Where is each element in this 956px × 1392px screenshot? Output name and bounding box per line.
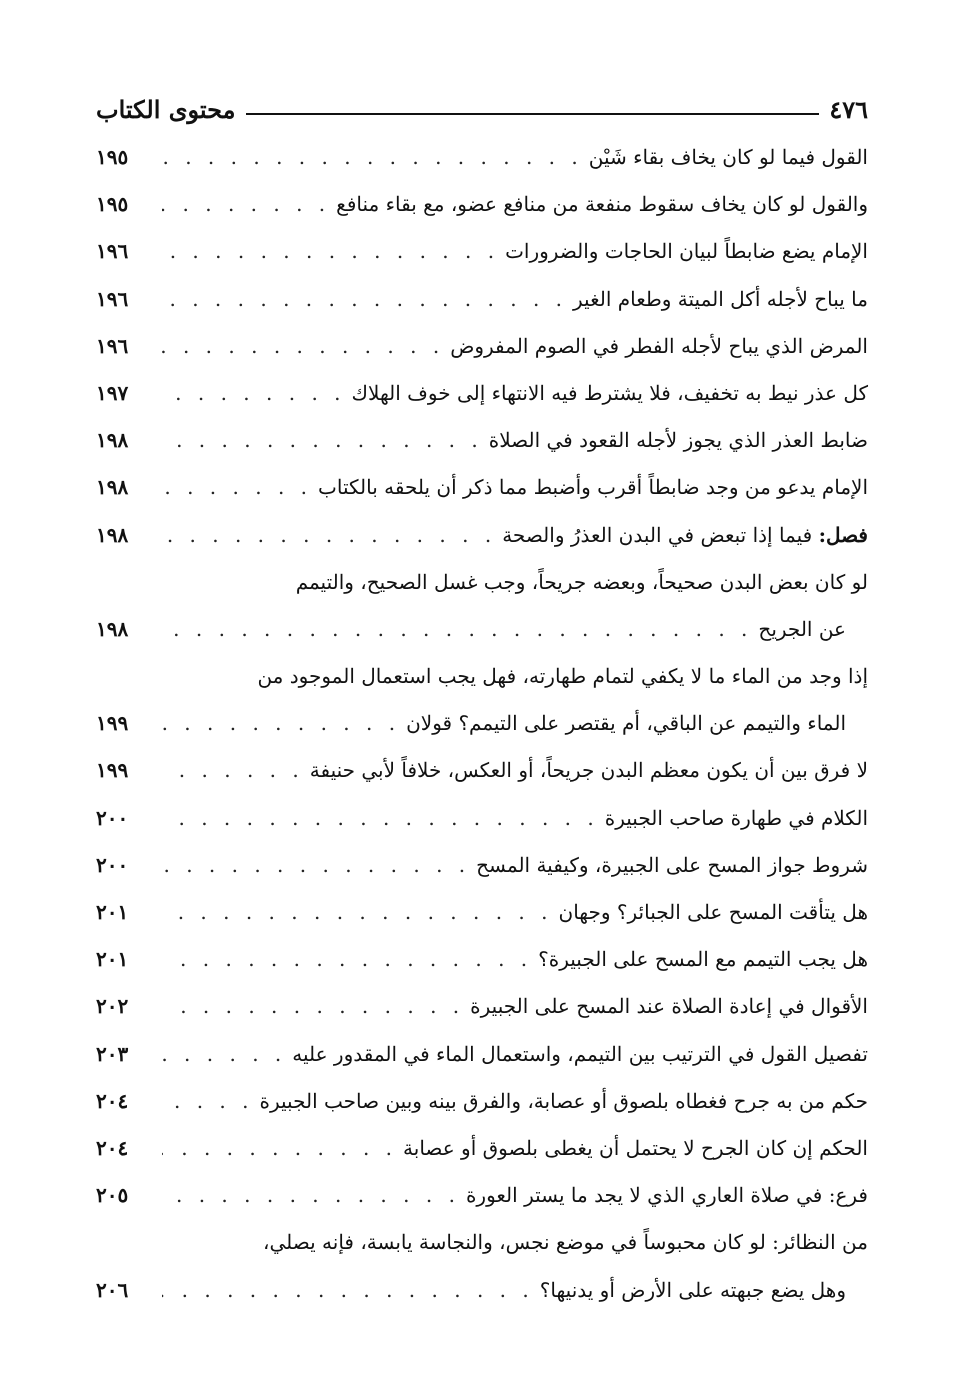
entry-title xyxy=(310,747,868,794)
entry-text: شروط جواز المسح على الجبيرة، وكيفية المسح xyxy=(476,852,868,877)
toc-entry xyxy=(96,1267,868,1314)
dot-leader xyxy=(162,228,499,275)
dot-leader xyxy=(162,936,532,983)
entry-title xyxy=(559,889,869,936)
dot-leader xyxy=(162,842,470,889)
entry-page-number: ١٩٨ xyxy=(96,428,129,453)
entry-text: الحكم إن كان الجرح لا يحتمل أن يغطى بلصوق أو عصابة xyxy=(403,1135,868,1160)
entry-text: والقول لو كان يخاف سقوط منفعة من منافع عضو، مع بقاء منافع xyxy=(336,192,868,217)
page-number: ٤٧٦ xyxy=(829,95,868,124)
toc-entry xyxy=(96,559,868,606)
entry-page-number: ١٩٩ xyxy=(96,758,129,783)
entry-page-number: ٢٠٤ xyxy=(96,1135,129,1160)
entry-text: فيما إذا تبعض في البدن العذرُ والصحة xyxy=(502,522,819,547)
dot-leader xyxy=(162,1031,286,1078)
entry-text: إذا وجد من الماء ما لا يكفي لتمام طهارته، فهل يجب استعمال الموجود من xyxy=(257,664,868,689)
entry-title xyxy=(296,559,868,606)
entry-title xyxy=(403,1125,868,1172)
entry-text: لا فرق بين أن يكون معظم البدن جريحاً، أو العكس، خلافاً لأبي حنيفة xyxy=(309,758,868,783)
dot-leader xyxy=(162,134,583,181)
toc-entry xyxy=(96,936,868,983)
entry-page-number: ١٩٦ xyxy=(96,333,129,358)
entry-title xyxy=(540,1267,846,1314)
entry-title xyxy=(336,181,868,228)
toc-entry xyxy=(96,1078,868,1125)
dot-leader xyxy=(162,181,330,228)
entry-text: ما يباح لأجله أكل الميتة وطعام الغير xyxy=(573,286,868,311)
entry-text: لو كان بعض البدن صحيحاً، وبعضه جريحاً، وجب غسل الصحيح، والتيمم xyxy=(295,569,868,594)
entry-text: وهل يضع جبهته على الأرض أو يدنيها؟ xyxy=(539,1277,846,1302)
dot-leader xyxy=(162,606,752,653)
page-header xyxy=(96,78,868,124)
entry-page-number: ٢٠٢ xyxy=(96,994,129,1019)
toc-entry xyxy=(96,1031,868,1078)
dot-leader xyxy=(162,323,444,370)
toc-entry xyxy=(96,464,868,511)
entry-title xyxy=(260,1078,869,1125)
entry-page-number: ٢٠١ xyxy=(96,947,129,972)
entry-page-number: ١٩٨ xyxy=(96,475,129,500)
toc-entry xyxy=(96,417,868,464)
entry-title xyxy=(605,795,868,842)
entry-page-number: ١٩٦ xyxy=(96,286,129,311)
entry-page-number: ١٩٨ xyxy=(96,522,129,547)
entry-title xyxy=(470,983,868,1030)
entry-text: حكم من به جرح فغطاه بلصوق أو عصابة، والفرق بينه وبين صاحب الجبيرة xyxy=(259,1088,868,1113)
entry-title xyxy=(758,606,846,653)
entry-label: فصل: xyxy=(818,522,868,547)
dot-leader xyxy=(162,889,553,936)
entry-text: الإمام يدعو من وجد ضابطاً أقرب وأضبط مما ذكر أن يلحقه بالكتاب xyxy=(318,475,868,500)
entry-page-number: ١٩٨ xyxy=(96,616,129,641)
entry-page-number: ٢٠٦ xyxy=(96,1277,129,1302)
entry-title xyxy=(538,936,868,983)
entry-page-number: ٢٠٠ xyxy=(96,852,129,877)
toc-entry xyxy=(96,1219,868,1266)
table-of-contents xyxy=(96,134,868,1314)
dot-leader xyxy=(162,464,312,511)
entry-page-number: ١٩٩ xyxy=(96,711,129,736)
dot-leader xyxy=(162,747,304,794)
entry-title xyxy=(450,323,868,370)
dot-leader xyxy=(162,370,346,417)
entry-title xyxy=(466,1172,868,1219)
toc-entry xyxy=(96,700,868,747)
toc-entry xyxy=(96,795,868,842)
entry-page-number: ١٩٦ xyxy=(96,239,129,264)
entry-title xyxy=(257,653,868,700)
entry-page-number: ١٩٥ xyxy=(96,145,129,169)
entry-text: ضابط العذر الذي يجوز لأجله القعود في الصلاة xyxy=(488,428,868,453)
entry-title xyxy=(406,700,846,747)
dot-leader xyxy=(162,983,464,1030)
entry-text: تفصيل القول في الترتيب بين التيمم، واستعمال الماء في المقدور عليه xyxy=(292,1041,868,1066)
entry-text: كل عذر نيط به تخفيف، فلا يشترط فيه الانتهاء إلى خوف الهلاك xyxy=(351,380,868,405)
dot-leader xyxy=(162,1172,460,1219)
dot-leader xyxy=(162,417,483,464)
toc-entry xyxy=(96,276,868,323)
entry-text: المرض الذي يباح لأجله الفطر في الصوم المفروض xyxy=(450,333,868,358)
entry-page-number: ١٩٧ xyxy=(96,380,129,405)
dot-leader xyxy=(162,512,496,559)
entry-page-number: ٢٠١ xyxy=(96,900,129,924)
dot-leader xyxy=(162,1267,534,1314)
entry-title xyxy=(489,417,868,464)
entry-text: فرع: في صلاة العاري الذي لا يجد ما يستر العورة xyxy=(465,1183,868,1208)
entry-title xyxy=(589,134,868,181)
entry-text: الكلام في طهارة صاحب الجبيرة xyxy=(604,805,868,830)
entry-title xyxy=(263,1219,868,1266)
toc-entry xyxy=(96,983,868,1030)
toc-entry xyxy=(96,181,868,228)
entry-page-number: ١٩٥ xyxy=(96,192,129,217)
entry-page-number: ٢٠٠ xyxy=(96,805,129,830)
header-rule xyxy=(246,113,820,115)
toc-entry xyxy=(96,747,868,794)
entry-text: من النظائر: لو كان محبوساً في موضع نجس، والنجاسة يابسة، فإنه يصلي، xyxy=(263,1230,868,1255)
entry-text: الإمام يضع ضابطاً لبيان الحاجات والضرورات xyxy=(505,239,868,264)
dot-leader xyxy=(162,1125,397,1172)
entry-page-number: ٢٠٣ xyxy=(96,1041,129,1066)
entry-text: عن الجريح xyxy=(758,616,846,641)
toc-entry xyxy=(96,370,868,417)
toc-entry xyxy=(96,228,868,275)
entry-title xyxy=(352,370,868,417)
entry-title xyxy=(573,276,868,323)
entry-page-number: ٢٠٤ xyxy=(96,1088,129,1113)
dot-leader xyxy=(162,795,599,842)
entry-page-number: ٢٠٥ xyxy=(96,1183,129,1208)
toc-entry xyxy=(96,512,868,559)
toc-entry xyxy=(96,889,868,936)
dot-leader xyxy=(162,1078,254,1125)
toc-entry xyxy=(96,323,868,370)
entry-text: هل يتأقت المسح على الجبائر؟ وجهان xyxy=(558,900,868,924)
toc-entry xyxy=(96,134,868,181)
entry-title xyxy=(318,464,868,511)
entry-text: الأقوال في إعادة الصلاة عند المسح على الجبيرة xyxy=(470,994,868,1019)
entry-text: هل يجب التيمم مع المسح على الجبيرة؟ xyxy=(538,947,868,972)
toc-entry xyxy=(96,842,868,889)
toc-entry xyxy=(96,606,868,653)
entry-text: القول فيما لو كان يخاف بقاء شَيْن xyxy=(588,145,868,169)
entry-title xyxy=(505,228,868,275)
entry-text: الماء والتيمم عن الباقي، أم يقتصر على التيمم؟ قولان xyxy=(406,711,846,736)
dot-leader xyxy=(162,276,567,323)
running-title: محتوى الكتاب xyxy=(96,95,236,124)
dot-leader xyxy=(162,700,400,747)
entry-title xyxy=(476,842,868,889)
entry-title xyxy=(502,512,868,559)
entry-title xyxy=(292,1031,868,1078)
toc-entry xyxy=(96,653,868,700)
toc-entry xyxy=(96,1172,868,1219)
toc-entry xyxy=(96,1125,868,1172)
